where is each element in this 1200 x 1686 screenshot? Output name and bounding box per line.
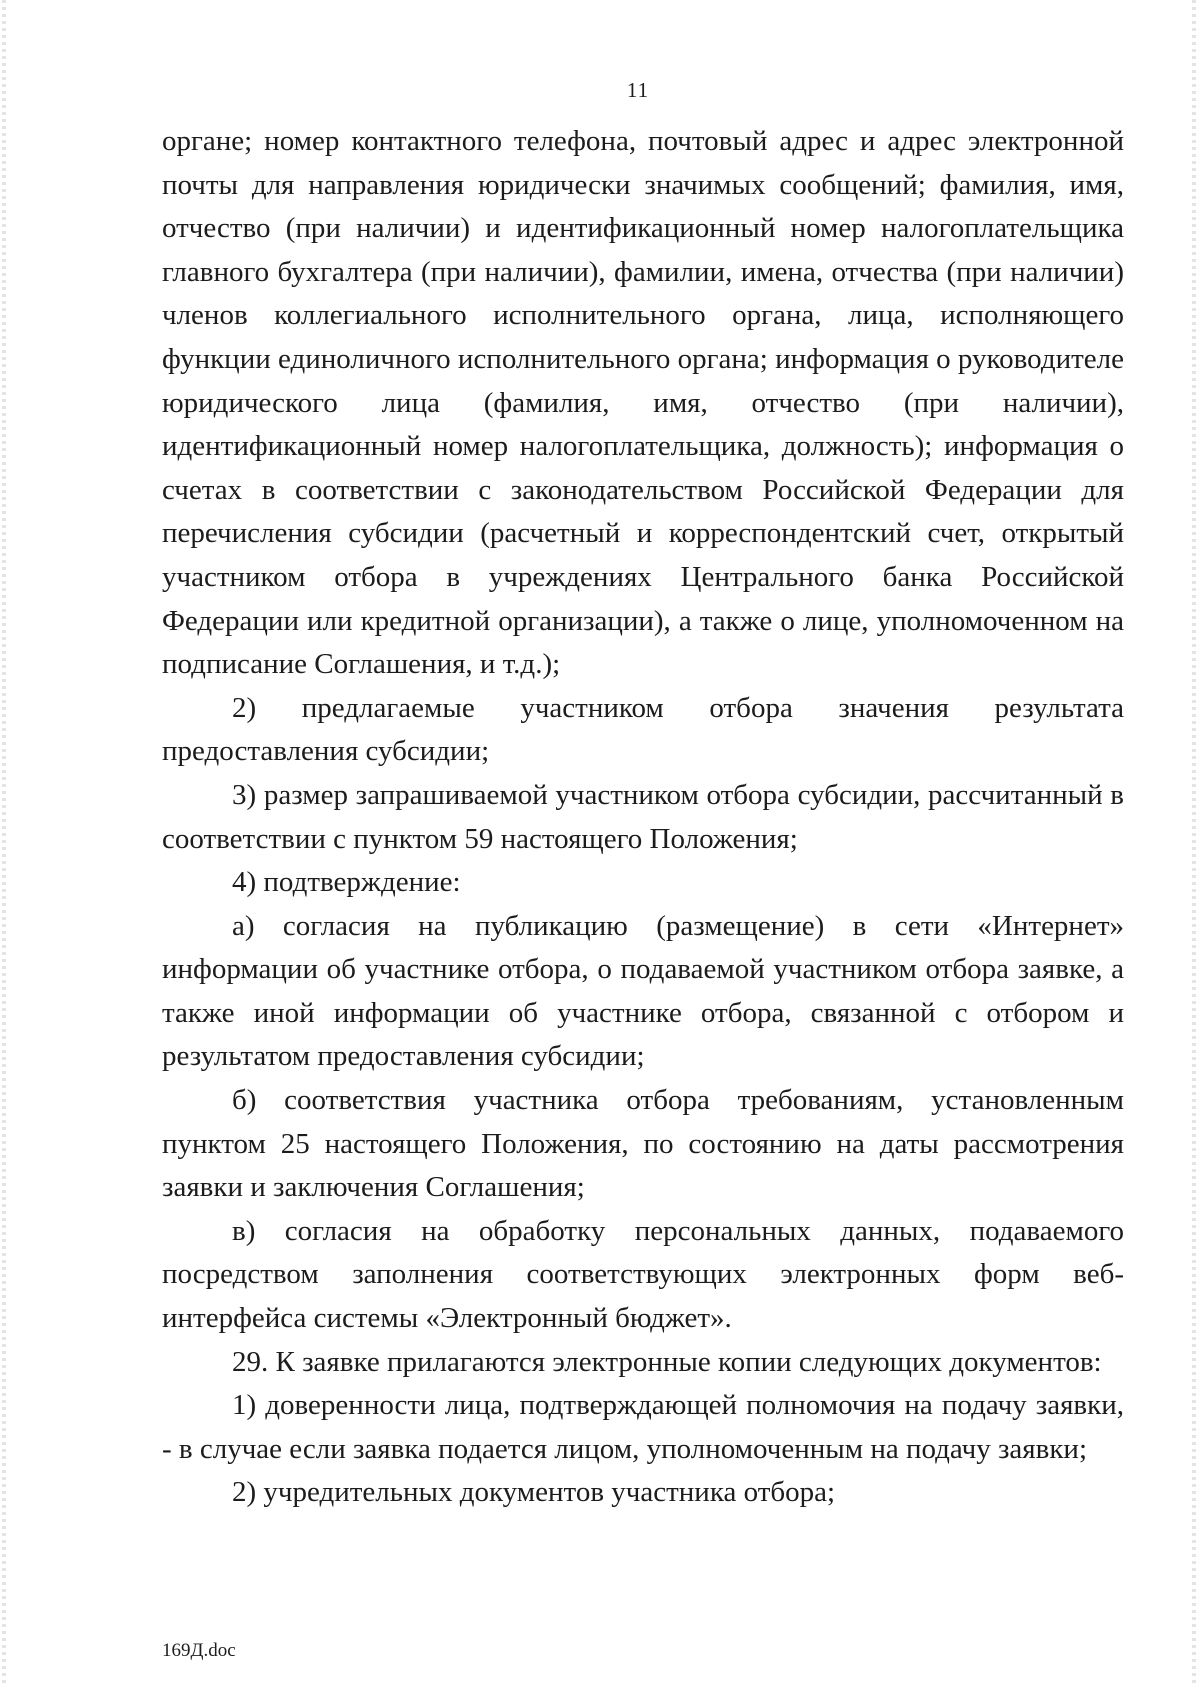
- paragraph-item-4v: в) согласия на обработку персональных данных, подаваемого посредством заполнения соответствующих электронных форм веб-интерфейса системы «Электронный бюджет».: [162, 1214, 1124, 1335]
- paragraph-continuation: органе; номер контактного телефона, почтовый адрес и адрес электронной почты для направления юридически значимых сообщений; фамилия, имя, отчество (при наличии) и идентификационный номер налогоплательщика главного бухгалтера (при наличии), фамилии, имена, отчества (при наличии) членов коллегиального исполнительного органа, лица, исполняющего функции единоличного исполнительного органа; информация о руководителе юридического лица (фамилия, имя, отчество (при наличии), идентификационный номер налогоплательщика, должность); информация о счетах в соответствии с законодательством Российской Федерации для перечисления субсидии (расчетный и корреспондентский счет, открытый участником отбора в учреждениях Центрального банка Российской Федерации или кредитной организации), а также о лице, уполномоченном на подписание Соглашения, и т.д.);: [162, 125, 1124, 681]
- scan-edge-right: [1192, 0, 1196, 1686]
- paragraph-item-4a: а) согласия на публикацию (размещение) в сети «Интернет» информации об участнике отбора, о подаваемой участником отбора заявке, а также иной информации об участнике отбора, связанной с отбором и результатом предоставления субсидии;: [162, 909, 1124, 1073]
- scan-edge-left: [2, 0, 6, 1686]
- paragraph-item-4b: б) соответствия участника отбора требованиям, установленным пунктом 25 настоящего Положения, по состоянию на даты рассмотрения заявки и заключения Соглашения;: [162, 1084, 1124, 1204]
- paragraph-clause-29: 29. К заявке прилагаются электронные копии следующих документов:: [232, 1345, 1102, 1378]
- footer-filename: 169Д.doc: [162, 1640, 236, 1661]
- document-body: [162, 120, 1124, 1515]
- paragraph-item-4: 4) подтверждение:: [232, 866, 461, 899]
- page-number: 11: [626, 78, 650, 102]
- paragraph-item-2: 2) предлагаемые участником отбора значения результата предоставления субсидии;: [162, 691, 1124, 768]
- paragraph-clause-29-item-2: 2) учредительных документов участника отбора;: [232, 1476, 836, 1509]
- paragraph-clause-29-item-1: 1) доверенности лица, подтверждающей полномочия на подачу заявки, - в случае если заявка подается лицом, уполномоченным на подачу заявки;: [162, 1389, 1124, 1465]
- paragraph-item-3: 3) размер запрашиваемой участником отбора субсидии, рассчитанный в соответствии с пунктом 59 настоящего Положения;: [162, 778, 1124, 855]
